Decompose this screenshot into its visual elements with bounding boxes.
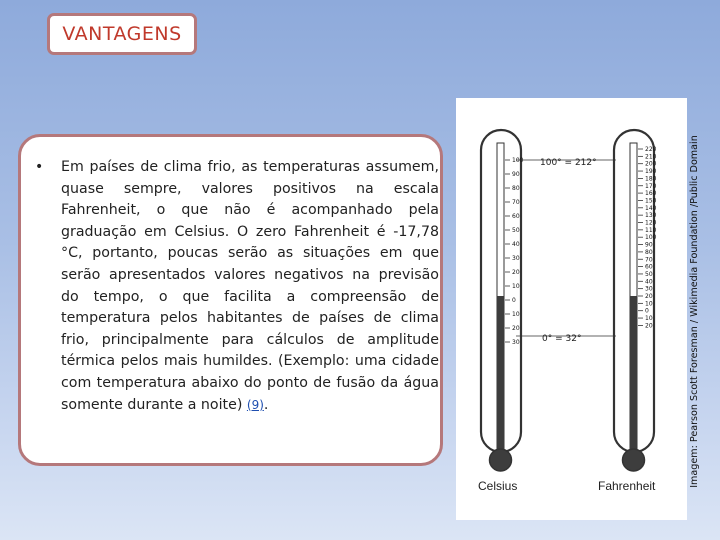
- fahrenheit-thermometer: [614, 130, 657, 471]
- celsius-thermometer: [481, 130, 524, 471]
- fahrenheit-tick-label: 10: [645, 300, 653, 308]
- text-panel: [18, 134, 443, 466]
- celsius-tick-label: 20: [512, 269, 520, 276]
- fahrenheit-liquid: [630, 296, 637, 456]
- celsius-tick-label: 100: [512, 157, 524, 164]
- fahrenheit-bulb: [623, 449, 645, 471]
- fahrenheit-tick-label: 210: [645, 153, 657, 161]
- fahrenheit-tick-label: 60: [645, 263, 653, 271]
- fahrenheit-tick-label: 160: [645, 190, 657, 198]
- celsius-bulb: [490, 449, 512, 471]
- celsius-tick-label: 10: [512, 283, 520, 290]
- reference-link[interactable]: (9): [246, 397, 264, 412]
- celsius-tick-label: 50: [512, 227, 520, 234]
- fahrenheit-label: Fahrenheit: [598, 479, 656, 493]
- slide-title: VANTAGENS: [62, 23, 182, 45]
- thermometers-illustration: [456, 98, 687, 520]
- freezing-range-label: 0° = 32°: [542, 334, 582, 344]
- fahrenheit-tick-label: 30: [645, 285, 653, 293]
- fahrenheit-tick-label: 20: [645, 293, 653, 300]
- celsius-tick-label: 20: [512, 325, 520, 332]
- celsius-tick-label: 0: [512, 297, 516, 304]
- body-text: Em países de clima frio, as temperaturas assumem, quase sempre, valores positivos na escala Fahrenheit, o que não é acompanhado pela graduação em Celsius. O zero Fahrenheit é -17,78 °C, portanto, poucas serão as situações em que serão apresentados valores negativos na previsão do tempo, o que facilita a compreensão de temperatura pelos habitantes de países de clima frio, principalmente para cálculos de amplitude térmica pelos mais humildes. (Exemplo: uma cidade com temperatura abaixo do ponto de fusão da água somente durante a noite): [61, 159, 439, 413]
- celsius-tick-label: 30: [512, 255, 520, 262]
- boiling-range-label: 100° = 212°: [540, 158, 597, 168]
- celsius-label: Celsius: [478, 479, 518, 493]
- fahrenheit-tick-label: 180: [645, 175, 657, 183]
- fahrenheit-tick-label: 80: [645, 248, 653, 256]
- celsius-liquid: [497, 296, 504, 456]
- fahrenheit-tick-label: 40: [645, 278, 653, 286]
- fahrenheit-tick-label: 20: [645, 322, 653, 330]
- image-credit-text: Imagem: Pearson Scott Foresman / Wikimedia Foundation /Public Domain: [688, 134, 700, 488]
- body-trailing-punct: .: [263, 396, 269, 413]
- fahrenheit-tick-label: 0: [645, 307, 649, 315]
- celsius-tick-label: 90: [512, 171, 520, 178]
- fahrenheit-tick-label: 130: [645, 212, 657, 220]
- body-paragraph: [35, 157, 439, 416]
- celsius-tick-label: 70: [512, 199, 520, 206]
- celsius-tick-label: 10: [512, 311, 520, 318]
- thermometer-figure: [456, 98, 687, 520]
- fahrenheit-tick-label: 110: [645, 226, 657, 234]
- fahrenheit-tick-label: 10: [645, 315, 653, 323]
- image-credit: [686, 136, 702, 486]
- fahrenheit-tick-label: 50: [645, 270, 653, 278]
- fahrenheit-tick-label: 100: [645, 234, 657, 242]
- celsius-tick-label: 60: [512, 213, 520, 220]
- celsius-tick-label: 80: [512, 185, 520, 192]
- fahrenheit-tick-label: 70: [645, 256, 653, 264]
- bullet-icon: •: [35, 159, 44, 175]
- slide-title-box: [47, 13, 197, 55]
- fahrenheit-tick-label: 150: [645, 197, 657, 205]
- celsius-tick-label: 30: [512, 339, 520, 346]
- fahrenheit-tick-label: 140: [645, 204, 657, 212]
- fahrenheit-tick-label: 120: [645, 219, 657, 227]
- fahrenheit-tick-label: 90: [645, 241, 653, 249]
- celsius-tick-label: 40: [512, 241, 520, 248]
- fahrenheit-tick-label: 190: [645, 168, 657, 176]
- fahrenheit-tick-label: 170: [645, 182, 657, 190]
- fahrenheit-tick-label: 200: [645, 160, 657, 168]
- fahrenheit-tick-label: 220: [645, 146, 657, 153]
